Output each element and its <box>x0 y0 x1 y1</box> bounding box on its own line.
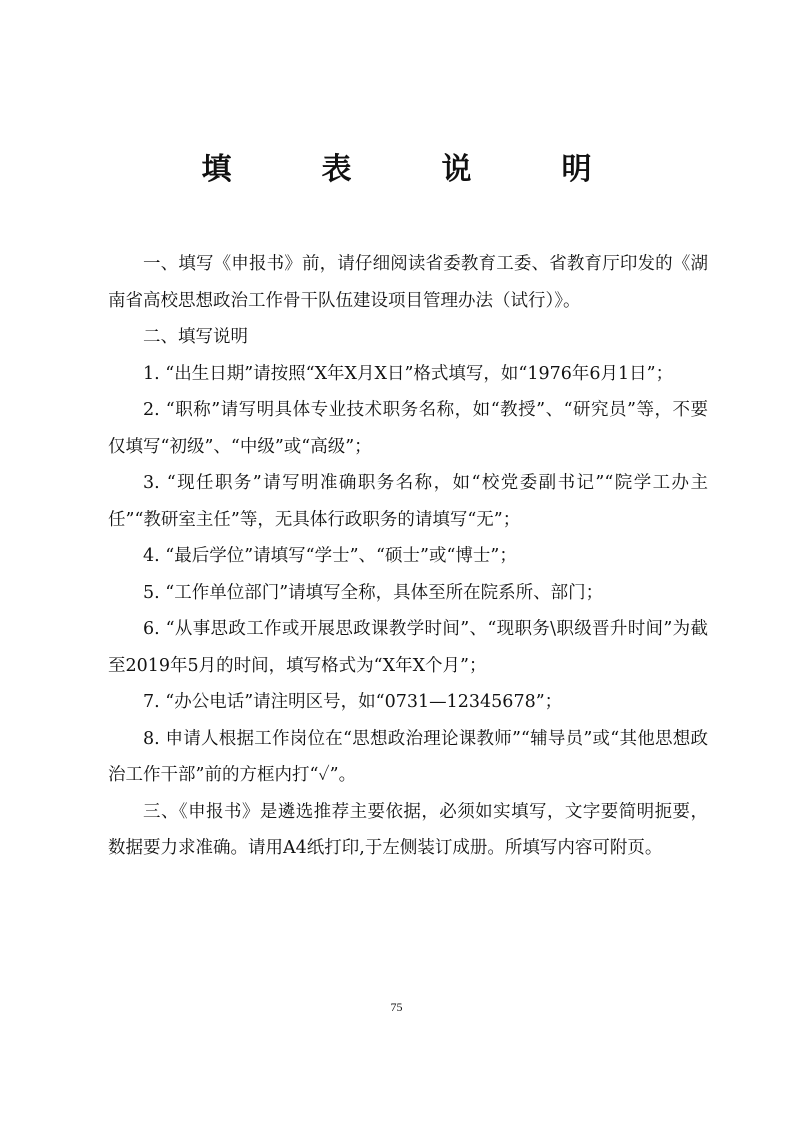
paragraph-item-4: 4. “最后学位”请填写“学士”、“硕士”或“博士”； <box>143 546 517 566</box>
page-title: 填 表 说 明 <box>201 152 622 187</box>
paragraph-item-6: 6. “从事思政工作或开展思政课教学时间”、“现职务\职级晋升时间”为截至2019年5月的时间，填写格式为“X年X个月”； <box>108 619 708 676</box>
paragraph-item-8: 8. 申请人根据工作岗位在“思想政治理论课教师”“辅导员”或“其他思想政治工作干部”前的方框内打“✓”。 <box>108 728 708 785</box>
paragraph-item-7: 7. “办公电话”请注明区号，如“0731—12345678”； <box>143 692 563 712</box>
paragraph-item-3: 3. “现任职务”请写明准确职务名称，如“校党委副书记”“院学工办主任”“教研室主任”等，无具体行政职务的请填写“无”； <box>108 473 708 530</box>
paragraph-item-1: 1. “出生日期”请按照“X年X月X日”格式填写，如“1976年6月1日”； <box>143 363 674 384</box>
paragraph-item-5: 5. “工作单位部门”请填写全称，具体至所在院系所、部门； <box>143 582 604 603</box>
paragraph-item-2: 2. “职称”请写明具体专业技术职务名称，如“教授”、“研究员”等，不要仅填写“初级”、“中级”或“高级”； <box>108 400 708 457</box>
paragraph-section-heading: 二、填写说明 <box>143 327 248 347</box>
paragraph-intro: 一、填写《申报书》前，请仔细阅读省委教育工委、省教育厅印发的《湖南省高校思想政治工作骨干队伍建设项目管理办法（试行）》。 <box>108 254 708 311</box>
paragraph-section-three: 三、《申报书》是遴选推荐主要依据，必须如实填写，文字要简明扼要，数据要力求准确。请用A4纸打印,于左侧装订成册。所填写内容可附页。 <box>108 801 708 858</box>
instructions-body <box>108 246 708 867</box>
page-number: 75 <box>390 1000 403 1014</box>
